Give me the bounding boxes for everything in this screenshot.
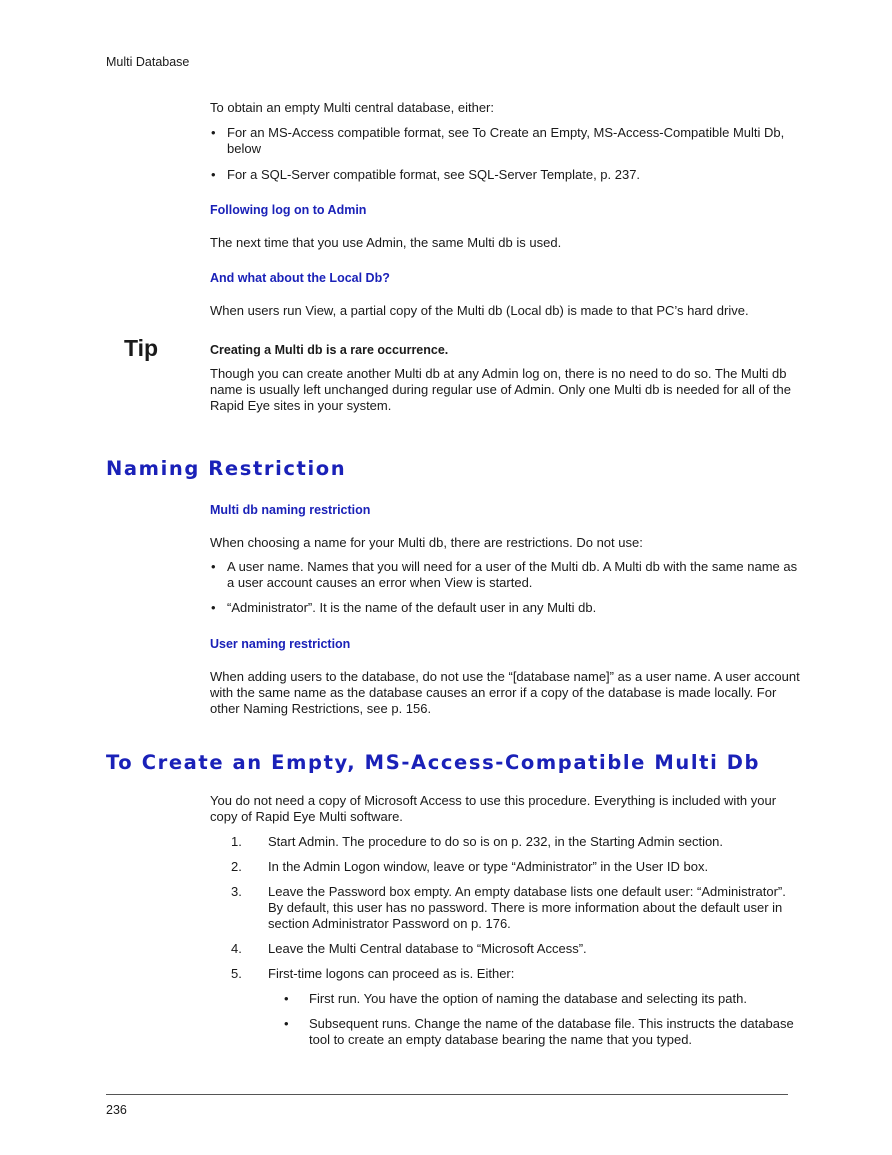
footer-divider — [106, 1094, 788, 1095]
list-item: • Subsequent runs. Change the name of the database file. This instructs the database tool to create an empty database bearing the name that you typed. — [210, 1016, 800, 1048]
list-item: • For an MS-Access compatible format, see To Create an Empty, MS-Access-Compatible Multi Db, below — [210, 125, 800, 157]
intro-block — [210, 100, 800, 183]
list-item: • A user name. Names that you will need for a user of the Multi db. A Multi db with the same name as a user account causes an error when View is started. — [210, 559, 800, 591]
procedure-steps — [210, 834, 800, 982]
list-item: • For a SQL-Server compatible format, see SQL-Server Template, p. 237. — [210, 167, 800, 183]
tip-label: Tip — [124, 335, 159, 361]
subheading-local-db: And what about the Local Db? — [210, 271, 390, 285]
list-item: • First run. You have the option of naming the database and selecting its path. — [210, 991, 800, 1007]
paragraph-user-naming: When adding users to the database, do not use the “[database name]” as a user name. A user account with the same name as the database causes an error if a copy of the database is made locally. For other Naming Restrictions, see p. 156. — [210, 669, 800, 716]
paragraph-following-log-on: The next time that you use Admin, the same Multi db is used. — [210, 235, 562, 250]
step-item — [210, 834, 800, 850]
step-text: Leave the Password box empty. An empty database lists one default user: “Administrator”. By default, this user has no password. There is more information about the default user in section Administrator Password on p. 176. — [268, 884, 786, 931]
section-title-naming-restriction: Naming Restriction — [106, 457, 347, 480]
paragraph-local-db: When users run View, a partial copy of the Multi db (Local db) is made to that PC’s hard drive. — [210, 303, 749, 318]
page-number: 236 — [106, 1103, 127, 1117]
create-intro: You do not need a copy of Microsoft Access to use this procedure. Everything is included with your copy of Rapid Eye Multi software. — [210, 793, 777, 824]
step-item — [210, 859, 800, 875]
format-options-list — [210, 125, 800, 183]
step-text: First-time logons can proceed as is. Either: — [268, 966, 515, 981]
step-text: Leave the Multi Central database to “Microsoft Access”. — [268, 941, 587, 956]
tip-heading: Creating a Multi db is a rare occurrence. — [210, 343, 449, 357]
first-time-options-list — [210, 991, 800, 1048]
step-number: 4. — [231, 941, 242, 956]
section-title-create-empty-db: To Create an Empty, MS-Access-Compatible Multi Db — [106, 751, 761, 774]
list-item: • “Administrator”. It is the name of the default user in any Multi db. — [210, 600, 800, 616]
step-number: 1. — [231, 834, 242, 849]
running-header: Multi Database — [106, 55, 190, 69]
step-text: In the Admin Logon window, leave or type “Administrator” in the User ID box. — [268, 859, 709, 874]
step-item — [210, 941, 800, 957]
step-item — [210, 966, 800, 982]
tip-text: Though you can create another Multi db at any Admin log on, there is no need to do so. The Multi db name is usually left unchanged during regular use of Admin. Only one Multi db is needed for all of the Rapid Eye sites in your system. — [210, 366, 792, 413]
naming-restrictions-list — [210, 559, 800, 616]
subheading-multi-db-naming: Multi db naming restriction — [210, 503, 371, 517]
subheading-user-naming: User naming restriction — [210, 637, 351, 651]
step-number: 2. — [231, 859, 242, 874]
create-block — [210, 793, 800, 1048]
step-text: Start Admin. The procedure to do so is on p. 232, in the Starting Admin section. — [268, 834, 724, 849]
intro-paragraph: To obtain an empty Multi central database, either: — [210, 100, 494, 115]
naming-intro: When choosing a name for your Multi db, there are restrictions. Do not use: — [210, 535, 643, 550]
step-item — [210, 884, 800, 932]
naming-block — [210, 535, 800, 616]
step-number: 5. — [231, 966, 242, 981]
subheading-following-log-on: Following log on to Admin — [210, 203, 367, 217]
step-number: 3. — [231, 884, 242, 899]
